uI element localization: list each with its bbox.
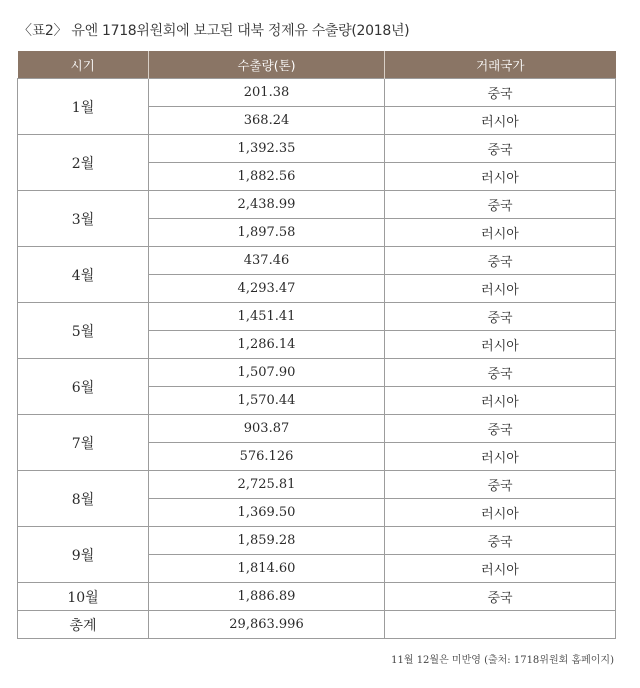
period-cell: 7월 <box>18 415 149 471</box>
table-row <box>18 191 616 219</box>
country-cell: 중국 <box>385 415 616 443</box>
table-row <box>18 471 616 499</box>
country-cell: 러시아 <box>385 219 616 247</box>
table-row <box>18 527 616 555</box>
table-header-row <box>18 51 616 79</box>
amount-cell: 1,369.50 <box>149 499 385 527</box>
table-body <box>18 79 616 639</box>
country-cell: 중국 <box>385 247 616 275</box>
amount-cell: 903.87 <box>149 415 385 443</box>
country-cell: 중국 <box>385 303 616 331</box>
header-amount: 수출량(톤) <box>149 51 385 79</box>
table-row <box>18 303 616 331</box>
country-cell: 중국 <box>385 527 616 555</box>
header-period: 시기 <box>18 51 149 79</box>
footnote: 11월 12월은 미반영 (출처: 1718위원회 홈페이지) <box>391 655 614 666</box>
amount-cell: 2,438.99 <box>149 191 385 219</box>
export-table <box>17 51 616 639</box>
country-cell: 중국 <box>385 359 616 387</box>
period-cell: 3월 <box>18 191 149 247</box>
amount-cell: 1,814.60 <box>149 555 385 583</box>
amount-cell: 576.126 <box>149 443 385 471</box>
amount-cell: 368.24 <box>149 107 385 135</box>
country-cell: 중국 <box>385 135 616 163</box>
period-cell: 4월 <box>18 247 149 303</box>
country-cell: 러시아 <box>385 331 616 359</box>
header-country: 거래국가 <box>385 51 616 79</box>
period-cell: 1월 <box>18 79 149 135</box>
country-cell: 중국 <box>385 583 616 611</box>
table-title: 〈표2〉 유엔 1718위원회에 보고된 대북 정제유 수출량(2018년) <box>18 23 410 39</box>
country-cell: 러시아 <box>385 443 616 471</box>
period-cell: 10월 <box>18 583 149 611</box>
amount-cell: 1,897.58 <box>149 219 385 247</box>
amount-cell: 2,725.81 <box>149 471 385 499</box>
amount-cell: 1,451.41 <box>149 303 385 331</box>
table-row <box>18 79 616 107</box>
country-cell: 중국 <box>385 471 616 499</box>
amount-cell: 1,882.56 <box>149 163 385 191</box>
amount-cell: 1,570.44 <box>149 387 385 415</box>
country-cell: 러시아 <box>385 387 616 415</box>
amount-cell: 1,886.89 <box>149 583 385 611</box>
country-cell <box>385 611 616 639</box>
country-cell: 러시아 <box>385 275 616 303</box>
country-cell: 중국 <box>385 191 616 219</box>
period-cell: 5월 <box>18 303 149 359</box>
amount-cell: 1,286.14 <box>149 331 385 359</box>
amount-cell: 1,507.90 <box>149 359 385 387</box>
table-row <box>18 135 616 163</box>
amount-cell: 1,859.28 <box>149 527 385 555</box>
amount-cell: 29,863.996 <box>149 611 385 639</box>
table-row <box>18 359 616 387</box>
amount-cell: 1,392.35 <box>149 135 385 163</box>
country-cell: 중국 <box>385 79 616 107</box>
country-cell: 러시아 <box>385 163 616 191</box>
country-cell: 러시아 <box>385 555 616 583</box>
period-cell: 8월 <box>18 471 149 527</box>
amount-cell: 201.38 <box>149 79 385 107</box>
amount-cell: 4,293.47 <box>149 275 385 303</box>
country-cell: 러시아 <box>385 499 616 527</box>
country-cell: 러시아 <box>385 107 616 135</box>
amount-cell: 437.46 <box>149 247 385 275</box>
table-row <box>18 415 616 443</box>
table-row <box>18 583 616 611</box>
period-cell: 총계 <box>18 611 149 639</box>
table-row <box>18 247 616 275</box>
period-cell: 6월 <box>18 359 149 415</box>
period-cell: 9월 <box>18 527 149 583</box>
table-row <box>18 611 616 639</box>
period-cell: 2월 <box>18 135 149 191</box>
